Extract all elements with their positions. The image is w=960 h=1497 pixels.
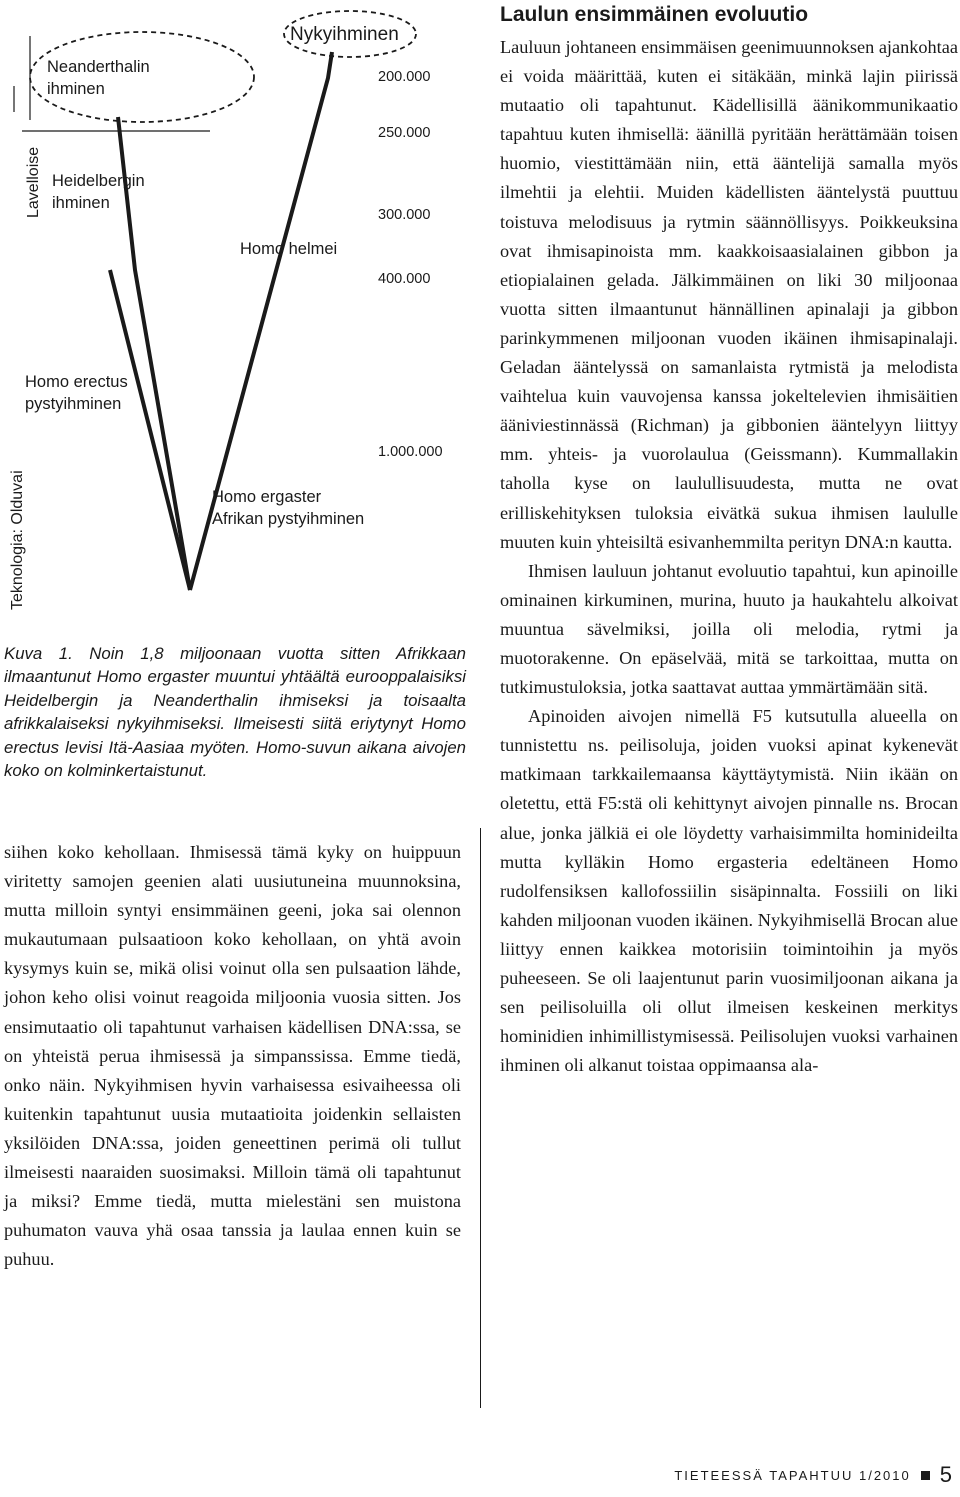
label-nykyihminen: Nykyihminen [290,24,399,45]
time-label-400000: 400.000 [378,271,431,287]
time-label-250000: 250.000 [378,125,431,141]
column-divider [480,828,481,1408]
article-heading: Laulun ensimmäinen evoluutio [500,3,809,26]
label-homo-ergaster: Homo ergaster Afrikan pystyihminen [212,488,365,528]
time-label-300000: 300.000 [378,207,431,223]
figure-caption: Kuva 1. Noin 1,8 miljoonaan vuotta sitten Afrikkaan ilmaantunut Homo ergaster muuntui yhtäältä eurooppalaisiksi Heidelbergin ja Neanderthalin ihmiseksi ja toisaalta afrikkalaiseksi nykyihmiseksi. Ilmeisesti siitä eriytynyt Homo erectus levisi Itä-Aasiaa myöten. Homo-suvun aikana aivojen koko on kolminkertaistunut. [4,644,466,781]
label-heidelberg: Heidelbergin ihminen [52,172,145,212]
right-column [500,33,958,1080]
evolution-diagram [0,0,470,630]
left-column [4,838,461,1274]
label-homo-helmei: Homo helmei [240,240,338,258]
page-number: 5 [939,1462,952,1487]
square-bullet-icon [921,1471,930,1480]
neanderthal-ellipse [30,32,254,122]
time-label-1000000: 1.000.000 [378,444,443,460]
article-paragraph: Apinoiden aivojen nimellä F5 kutsutulla alueella on tunnistettu ns. peilisoluja, joiden vuoksi apinat kykenevät matkimaan tarkkailemaansa käyttäytymistä. Niin ikään on oletettu, että F5:stä oli kehittynyt aivojen pinnalle ns. Brocan alue, jonka jälkiä ei ole löydetty varhaisimmilta hominideilta mutta kylläkin Homo ergasteria edeltäneen Homo rudolfensiksen kallofossiilin sisäpinnalta. Fossiili on liki kahden miljoonan vuoden ikäinen. Nykyihmisellä Brocan alue liittyy ennen kaikkea motorisiin toimintoihin ja myös puheeseen. Se oli laajentunut parin vuosimiljoonan aikana ja sen peilisoluilla oli ollut ilmeisen keskeinen merkitys hominidien inhimillistymisessä. Peilisolujen vuoksi varhainen ihminen oli alkanut toistaa oppimaansa ala- [500,706,958,1076]
left-column-text: siihen koko kehollaan. Ihmisessä tämä kyky on huippuun viritetty samojen geenien alati uusiutuneina muunnoksina, mutta milloin syntyi ensimmäinen geeni, joka sai olennon mukautumaan pulsaatioon koko kehollaan, on yhtä avoin kysymys kuin se, mikä olisi voinut olla sen pulsaation lähde, johon keho olisi voinut reagoida miljoonia vuosia sitten. Jos ensimutaatio oli tapahtunut varhaisen kädellisen DNA:ssa, se on yhteistä perua ihmisessä ja simpanssissa. Emme tiedä, onko näin. Nykyihmisen hyvin varhaisessa esivaiheessa oli kuitenkin tapahtunut uusia mutaatioita joidenkin sellaisten yksilöiden DNA:ssa, joiden geneettinen perimä oli tullut ilmeisesti naaraiden suosimaksi. Milloin tämä oli tapahtunut ja miksi? Emme tiedä, mutta mielestäni sen muistona puhumaton vauva yhä osaa tanssia ja laulaa ennen kuin se puhuu. [4,842,461,1270]
page-footer [674,1460,952,1490]
tech-label-olduvai: Teknologia: Olduvai [9,470,26,610]
article-paragraph: Ihmisen lauluun johtanut evoluutio tapahtui, kun apinoille ominainen kirkuminen, murina, huuto ja haukahtelu alkoivat muuntua sävelmiksi, joilla oli melodia, rytmi ja muotorakenne. On epäselvää, mitä se tarkoittaa, mutta on tutkimustuloksia, jotka saattavat auttaa ymmärtämään sitä. [500,560,958,698]
lineage-erectus [110,270,190,590]
tech-label-lavelloise: Lavelloise [25,146,42,218]
label-homo-erectus: Homo erectus pystyihminen [25,373,128,413]
time-label-200000: 200.000 [378,69,431,85]
article-paragraph: Lauluun johtaneen ensimmäisen geenimuunnoksen ajankohtaa ei voida määrittää, kuten ei sitäkään, minkä lajin piirissä mutaatio oli tapahtunut. Kädellisillä äänikommunikaatio tapahtuu kuten ihmisellä: äänillä pyritään herättämään toisen huomio, viestittämään niin, että ääntelijä samalla myös ilmehtii ja elehtii. Muiden kädellisten ääntelystä puuttuu toistuva melodisuus ja rytmin säännöllisyys. Poikkeuksina ovat ihmisapinoista mm. kaakkoisaasialainen gibbon ja etiopialainen gelada. Jälkimmäinen on liki 30 miljoonaa vuotta sitten ilmaantunut hännällinen apinalaji ja gibbon parinkymmenen miljoonan vuoden ikäinen ihmisapinalaji. Geladan ääntelyssä on samanlaista rytmistä ja melodista vaihtelua kuin vauvojensa kanssa jokeltelevien ihmisäitien ääniviestinnässä (Richman) ja gibbonien ääntelyyn liittyy mm. yhteis- ja vuorolaulua (Geissmann). Kummallakin taholla kyse on laulullisuudesta, mutta ne ovat erilliskehityksen tuloksia eivätkä sukua ihmisen laululle muuten kuin yhteisiltä esivanhemmilta perityn DNA:n kautta. [500,37,958,552]
journal-name: TIETEESSÄ TAPAHTUU 1/2010 [674,1467,911,1483]
label-neanderthal: Neanderthalin ihminen [47,58,150,98]
